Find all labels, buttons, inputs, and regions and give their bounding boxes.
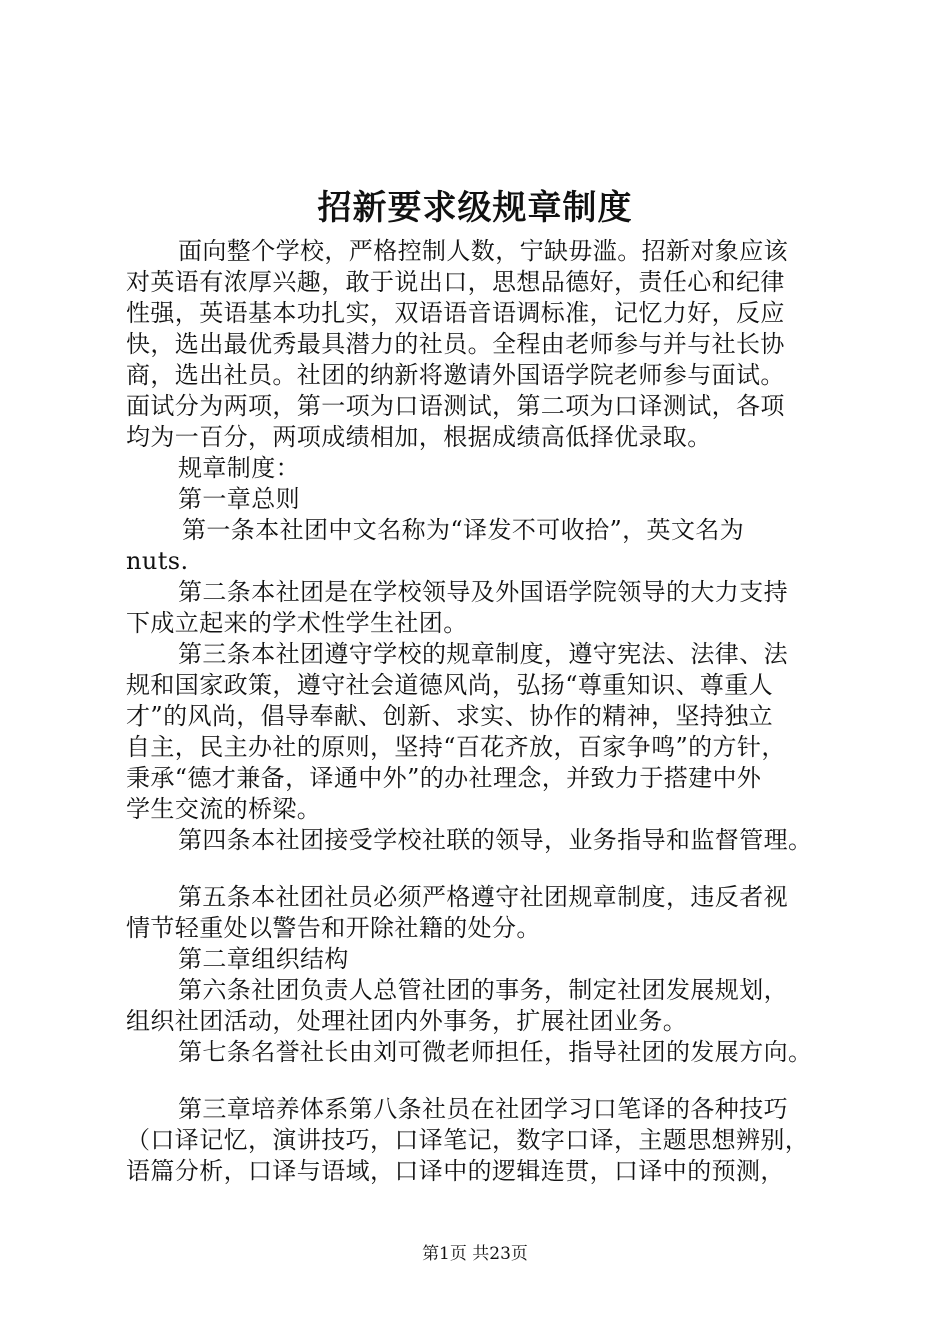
chapter-heading: 第二章组织结构 xyxy=(178,945,349,973)
paragraph-line: 第二条本社团是在学校领导及外国语学院领导的大力支持 xyxy=(178,578,788,606)
paragraph-line: 快，选出最优秀最具潜力的社员。全程由老师参与并与社长协 xyxy=(126,330,785,358)
paragraph-line: 第六条社团负责人总管社团的事务，制定社团发展规划， xyxy=(178,976,788,1004)
paragraph-line: 情节轻重处以警告和开除社籍的处分。 xyxy=(126,914,541,942)
document-body xyxy=(126,236,838,1187)
document-title: 招新要求级规章制度 xyxy=(317,188,633,228)
paragraph-line: 第四条本社团接受学校社联的领导，业务指导和监督管理。 xyxy=(178,826,813,854)
paragraph-line: 下成立起来的学术性学生社团。 xyxy=(126,609,468,637)
paragraph-line: （口译记忆，演讲技巧，口译笔记，数字口译，主题思想辨别， xyxy=(126,1126,810,1154)
paragraph-line: 面试分为两项，第一项为口语测试，第二项为口译测试，各项 xyxy=(126,392,785,420)
paragraph-line: 第三章培养体系第八条社员在社团学习口笔译的各种技巧 xyxy=(178,1095,788,1123)
paragraph-line: 第三条本社团遵守学校的规章制度，遵守宪法、法律、法 xyxy=(178,640,788,668)
paragraph-line: 面向整个学校，严格控制人数，宁缺毋滥。招新对象应该 xyxy=(178,237,788,265)
paragraph-line: 性强，英语基本功扎实，双语语音语调标准，记忆力好，反应 xyxy=(126,299,785,327)
paragraph-line: 才”的风尚，倡导奉献、创新、求实、协作的精神，坚持独立 xyxy=(126,702,774,730)
paragraph-line: 均为一百分，两项成绩相加，根据成绩高低择优录取。 xyxy=(126,423,712,451)
paragraph-line: 第五条本社团社员必须严格遵守社团规章制度，违反者视 xyxy=(178,883,788,911)
section-heading: 规章制度： xyxy=(178,454,300,482)
paragraph-gap xyxy=(126,856,838,882)
page-number-footer: 第1页 共23页 xyxy=(422,1244,528,1264)
paragraph-line: 语篇分析，口译与语域，口译中的逻辑连贯，口译中的预测， xyxy=(126,1157,785,1185)
paragraph-gap xyxy=(126,1068,838,1094)
paragraph-line: 秉承“德才兼备，译通中外”的办社理念，并致力于搭建中外 xyxy=(126,764,762,792)
paragraph-line: 自主，民主办社的原则，坚持“百花齐放，百家争鸣”的方针， xyxy=(126,733,786,761)
paragraph-line: 规和国家政策，遵守社会道德风尚，弘扬“尊重知识、尊重人 xyxy=(126,671,774,699)
paragraph-line: nuts. xyxy=(126,547,189,575)
chapter-heading: 第一章总则 xyxy=(178,485,300,513)
paragraph-line: 第七条名誉社长由刘可微老师担任，指导社团的发展方向。 xyxy=(178,1038,813,1066)
paragraph-line: 对英语有浓厚兴趣，敢于说出口，思想品德好，责任心和纪律 xyxy=(126,268,785,296)
paragraph-line: 学生交流的桥梁。 xyxy=(126,795,322,823)
paragraph-line: 组织社团活动，处理社团内外事务，扩展社团业务。 xyxy=(126,1007,688,1035)
paragraph-line: 商，选出社员。社团的纳新将邀请外国语学院老师参与面试。 xyxy=(126,361,785,389)
paragraph-line: 第一条本社团中文名称为“译发不可收拾”，英文名为 xyxy=(182,516,745,544)
